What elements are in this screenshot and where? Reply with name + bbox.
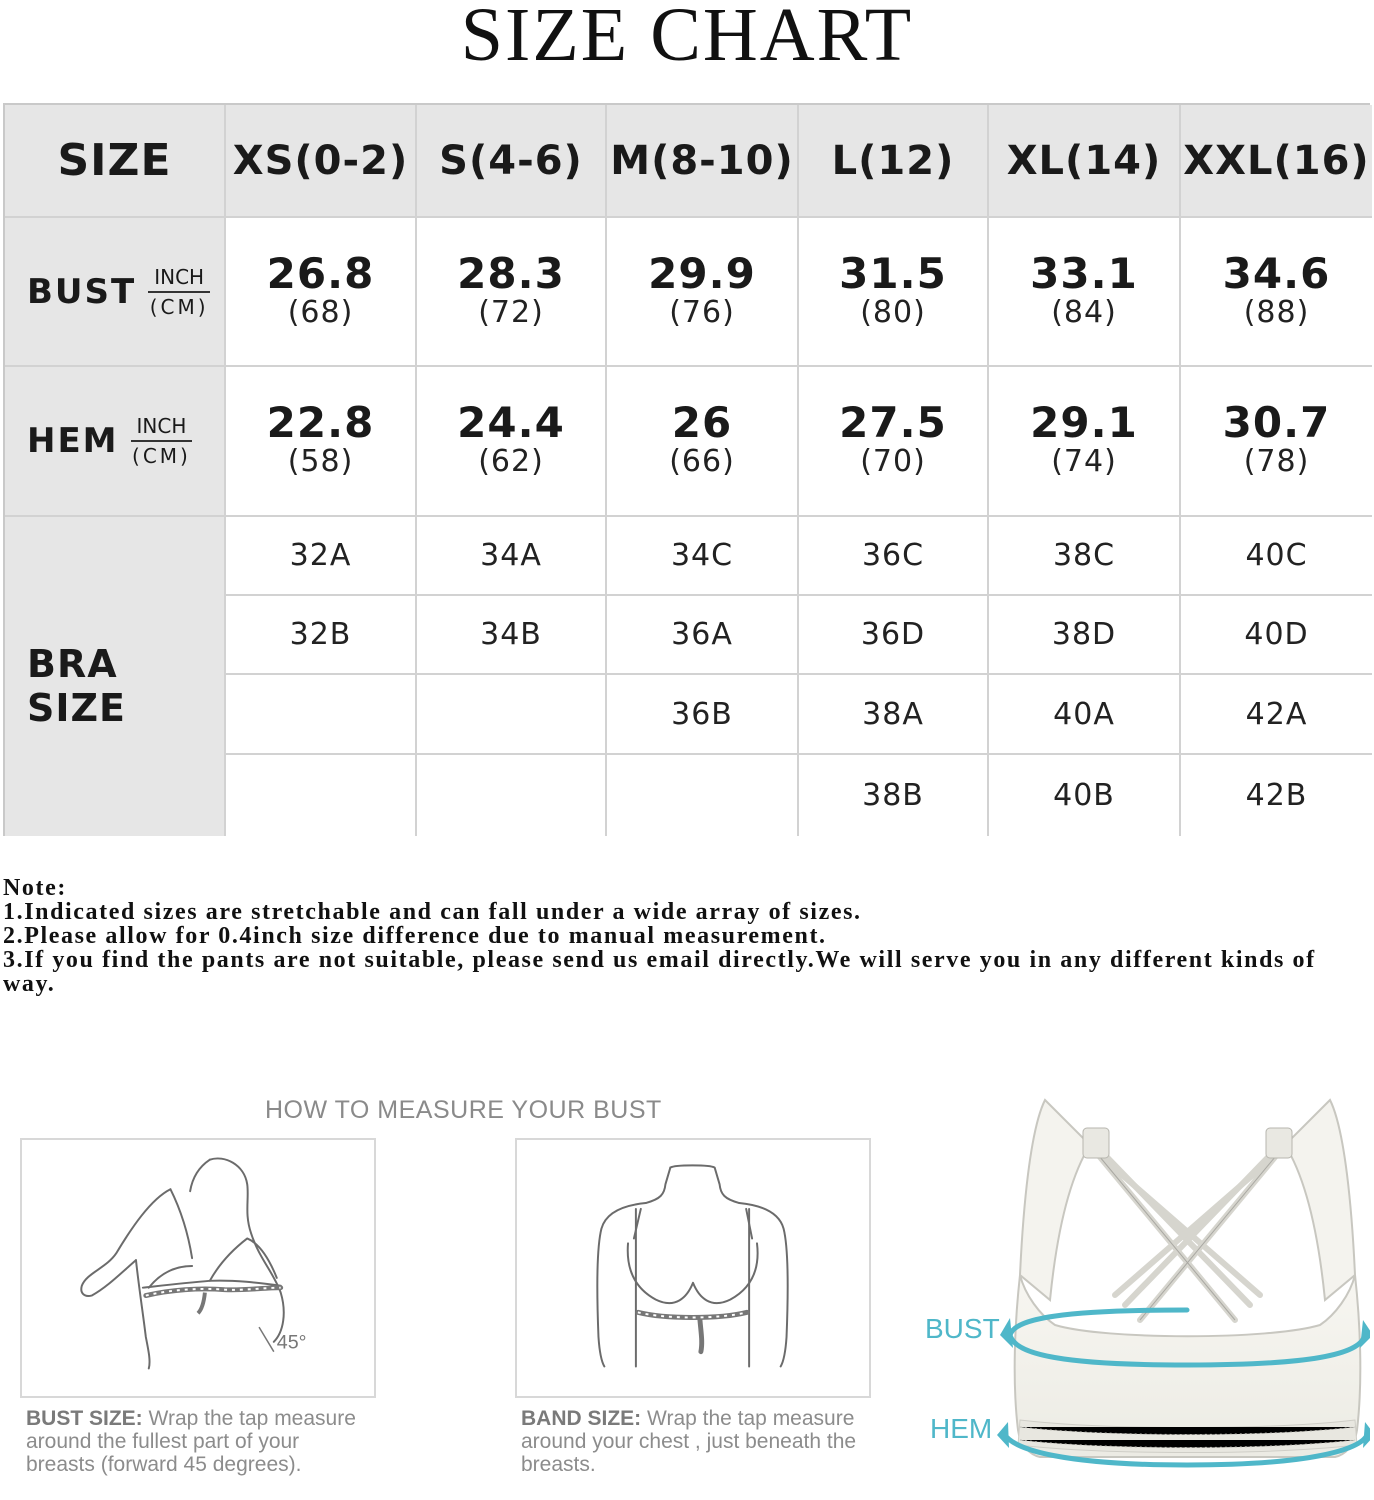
bra-cell: 34B [417,596,607,675]
bra-cell: 40A [989,675,1181,755]
band-caption-label: BAND SIZE: [521,1407,642,1430]
mannequin-figure-icon [517,1140,869,1396]
bra-cell: 40B [989,755,1181,836]
bra-cell: 38B [799,755,989,836]
bust-cell: 28.3 (72) [417,218,607,367]
unit-inch: INCH [148,265,210,293]
bra-size-label: BRA SIZE [27,641,127,730]
unit-inch: INCH [131,414,193,442]
bust-size-caption [26,1407,366,1476]
hem-cell: 27.5 (70) [799,367,989,517]
bra-cell [226,755,417,836]
garment-bust-label: BUST [925,1313,1000,1344]
bra-cell [226,675,417,755]
bra-cell: 42B [1181,755,1372,836]
note-line: 1.Indicated sizes are stretchable and can fall under a wide array of sizes. [3,899,862,925]
bra-cell: 40D [1181,596,1372,675]
bra-cell: 40C [1181,517,1372,596]
size-header: SIZE [57,135,172,186]
bra-cell: 32B [226,596,417,675]
column-header: XL(14) [989,105,1181,218]
bust-cell: 29.9 (76) [607,218,799,367]
bra-cell: 34C [607,517,799,596]
unit-fraction [148,265,210,319]
garment-hem-label: HEM [930,1413,993,1444]
band-size-caption [521,1407,871,1476]
measure-title: HOW TO MEASURE YOUR BUST [265,1096,662,1124]
bra-cell [607,755,799,836]
bra-cell: 38C [989,517,1181,596]
bust-cell: 26.8 (68) [226,218,417,367]
bust-figure-icon [22,1140,374,1396]
hem-cell: 29.1 (74) [989,367,1181,517]
hem-cell: 24.4 (62) [417,367,607,517]
column-header: L(12) [799,105,989,218]
column-header: XS(0-2) [226,105,417,218]
bust-cell: 31.5 (80) [799,218,989,367]
bust-row-label [5,218,226,367]
hem-row-label [5,367,226,517]
bra-cell: 42A [1181,675,1372,755]
band-measure-illustration [515,1138,871,1398]
bust-cell: 34.6 (88) [1181,218,1372,367]
unit-cm: (CM) [132,444,191,468]
bra-cell: 36D [799,596,989,675]
hem-cell: 26 (66) [607,367,799,517]
bra-cell: 36A [607,596,799,675]
bra-cell: 36C [799,517,989,596]
notes-heading: Note: [3,875,67,901]
bra-cell: 38D [989,596,1181,675]
sports-bra-illustration [905,1090,1370,1490]
bra-cell [417,755,607,836]
note-line: 3.If you find the pants are not suitable, please send us email directly.We will serve you in any different kinds of way. [3,947,1316,997]
sports-bra-icon [905,1090,1370,1490]
size-header-cell [5,105,226,218]
bra-size-label-cell [5,517,226,836]
note-line: 2.Please allow for 0.4inch size difference due to manual measurement. [3,923,827,949]
hem-label: HEM [27,421,119,461]
bust-caption-text: Wrap the tap measure around the fullest part of your breasts (forward 45 degrees). [26,1407,356,1476]
bust-cell: 33.1 (84) [989,218,1181,367]
bust-measure-illustration [20,1138,376,1398]
band-caption-text: Wrap the tap measure around your chest , just beneath the breasts. [521,1407,857,1476]
unit-cm: (CM) [149,294,209,319]
bust-label: BUST [27,271,137,312]
bra-cell: 32A [226,517,417,596]
bra-cell: 34A [417,517,607,596]
angle-label: 45° [276,1331,307,1354]
column-header: XXL(16) [1181,105,1372,218]
page-title: SIZE CHART [460,0,914,77]
unit-fraction [131,414,193,468]
bra-cell [417,675,607,755]
bra-cell: 36B [607,675,799,755]
notes [3,876,1371,996]
hem-cell: 22.8 (58) [226,367,417,517]
bra-cell: 38A [799,675,989,755]
column-header: S(4-6) [417,105,607,218]
bust-caption-label: BUST SIZE: [26,1407,143,1430]
size-table [3,103,1370,836]
hem-cell: 30.7 (78) [1181,367,1372,517]
column-header: M(8-10) [607,105,799,218]
